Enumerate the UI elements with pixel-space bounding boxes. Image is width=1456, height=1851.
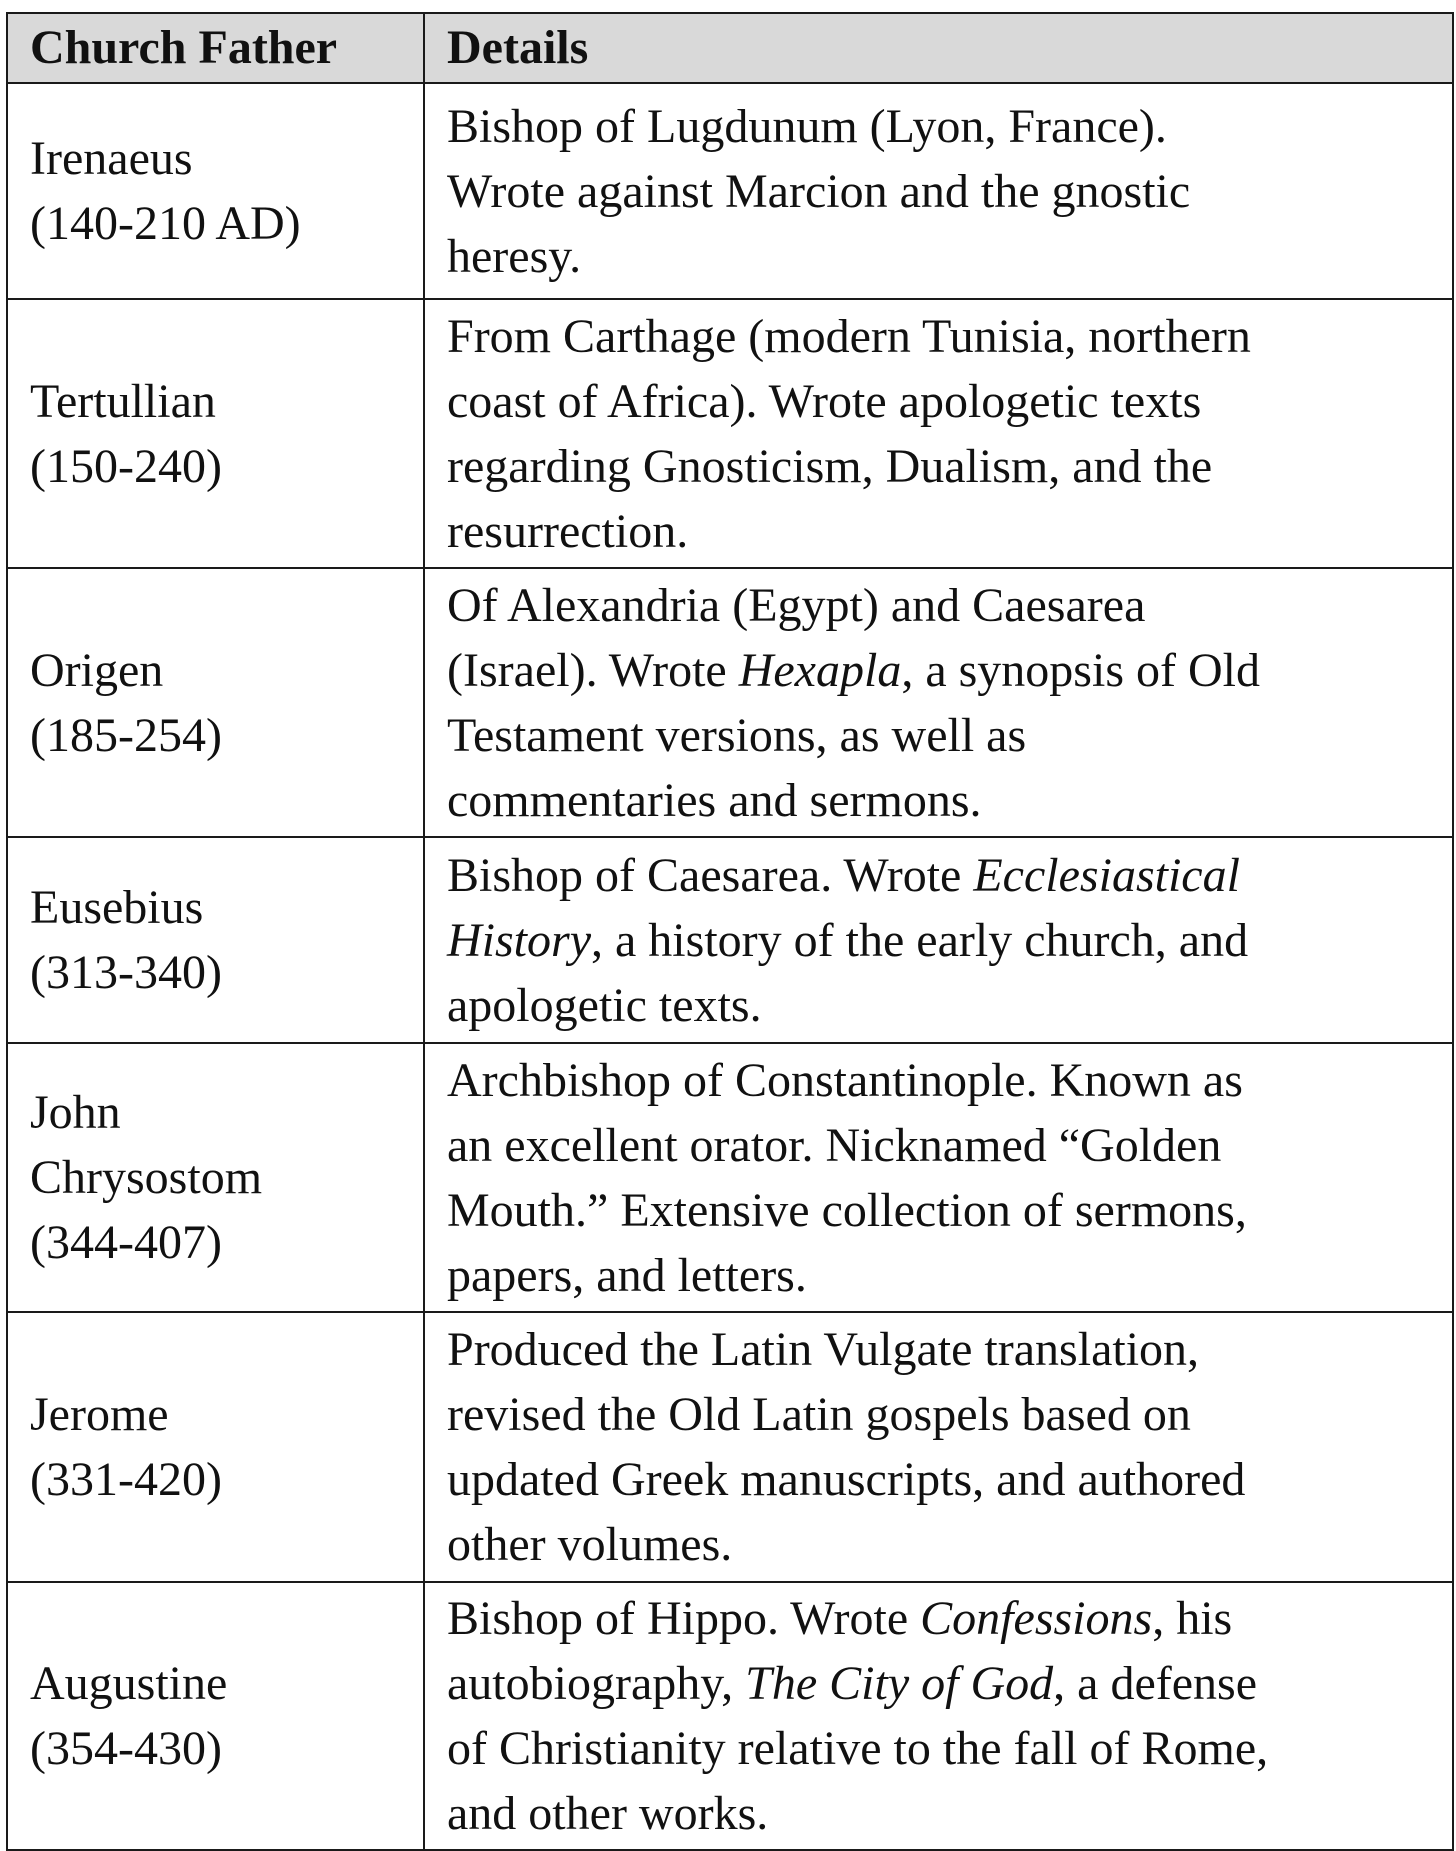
details-line: resurrection. [447,504,689,558]
father-name: Eusebius [30,881,204,934]
details-text: (Israel). Wrote [447,643,739,697]
church-father-cell [7,299,424,568]
work-title: Ecclesiastical [973,848,1240,902]
table-row [7,299,1453,568]
details-line: Wrote against Marcion and the gnostic [447,164,1191,218]
work-title: History [447,913,591,967]
table-row [7,568,1453,837]
details-line: commentaries and sermons. [447,773,982,827]
details-line [447,638,1430,703]
work-title: Confessions [920,1592,1153,1645]
details-line: coast of Africa). Wrote apologetic texts [447,374,1202,428]
header-church-father: Church Father [7,13,424,83]
details-line: regarding Gnosticism, Dualism, and the [447,439,1213,493]
details-line: Testament versions, as well as [447,708,1027,762]
details-line: Produced the Latin Vulgate translation, [447,1323,1200,1376]
details-cell [424,1582,1453,1850]
details-line: an excellent orator. Nicknamed “Golden [447,1118,1222,1172]
father-name: Chrysostom [30,1151,263,1204]
details-line: updated Greek manuscripts, and authored [447,1453,1246,1506]
details-text: , his [1152,1592,1233,1645]
father-dates: (150-240) [30,439,222,493]
details-line: papers, and letters. [447,1248,807,1302]
details-line: other volumes. [447,1518,733,1571]
father-dates: (354-430) [30,1722,222,1775]
details-line [447,908,1430,973]
father-name: John [30,1086,121,1139]
details-line [447,843,1430,908]
church-father-cell [7,1582,424,1850]
church-fathers-table [6,12,1454,1851]
father-name: Origen [30,643,164,697]
details-line: of Christianity relative to the fall of Rome, [447,1722,1269,1775]
details-cell [424,568,1453,837]
details-text: , a synopsis of Old [901,643,1260,697]
details-text: autobiography, [447,1657,746,1710]
table-row [7,837,1453,1043]
details-line [447,1651,1430,1716]
table-row [7,1043,1453,1312]
father-name: Tertullian [30,374,216,428]
details-line: apologetic texts. [447,978,762,1032]
church-father-cell [7,568,424,837]
church-father-cell [7,83,424,299]
details-line: From Carthage (modern Tunisia, northern [447,309,1251,363]
father-dates: (140-210 AD) [30,197,301,250]
father-dates: (344-407) [30,1216,222,1269]
work-title: Hexapla [738,643,902,697]
details-cell [424,299,1453,568]
details-cell [424,837,1453,1043]
father-dates: (331-420) [30,1453,222,1506]
table-header-row [7,13,1453,83]
details-line: Mouth.” Extensive collection of sermons, [447,1183,1247,1237]
father-dates: (185-254) [30,708,222,762]
church-father-cell [7,1043,424,1312]
details-line [447,1586,1430,1651]
details-text: , a history of the early church, and [591,913,1249,967]
details-line: Of Alexandria (Egypt) and Caesarea [447,578,1146,632]
details-line: Archbishop of Constantinople. Known as [447,1053,1243,1107]
father-dates: (313-340) [30,946,222,999]
details-cell [424,1312,1453,1582]
details-text: Bishop of Hippo. Wrote [447,1592,921,1645]
details-text: Bishop of Caesarea. Wrote [447,848,974,902]
details-line: revised the Old Latin gospels based on [447,1388,1191,1441]
table-row [7,1312,1453,1582]
father-name: Jerome [30,1388,169,1441]
church-father-cell [7,1312,424,1582]
table-row [7,83,1453,299]
work-title: The City of God [745,1657,1054,1710]
details-text: , a defense [1053,1657,1258,1710]
church-father-cell [7,837,424,1043]
details-cell [424,1043,1453,1312]
details-cell [424,83,1453,299]
details-line: Bishop of Lugdunum (Lyon, France). [447,99,1167,153]
header-details: Details [424,13,1453,83]
father-name: Irenaeus [30,132,193,185]
father-name: Augustine [30,1657,228,1710]
details-line: and other works. [447,1787,769,1840]
details-line: heresy. [447,229,582,283]
table-row [7,1582,1453,1850]
